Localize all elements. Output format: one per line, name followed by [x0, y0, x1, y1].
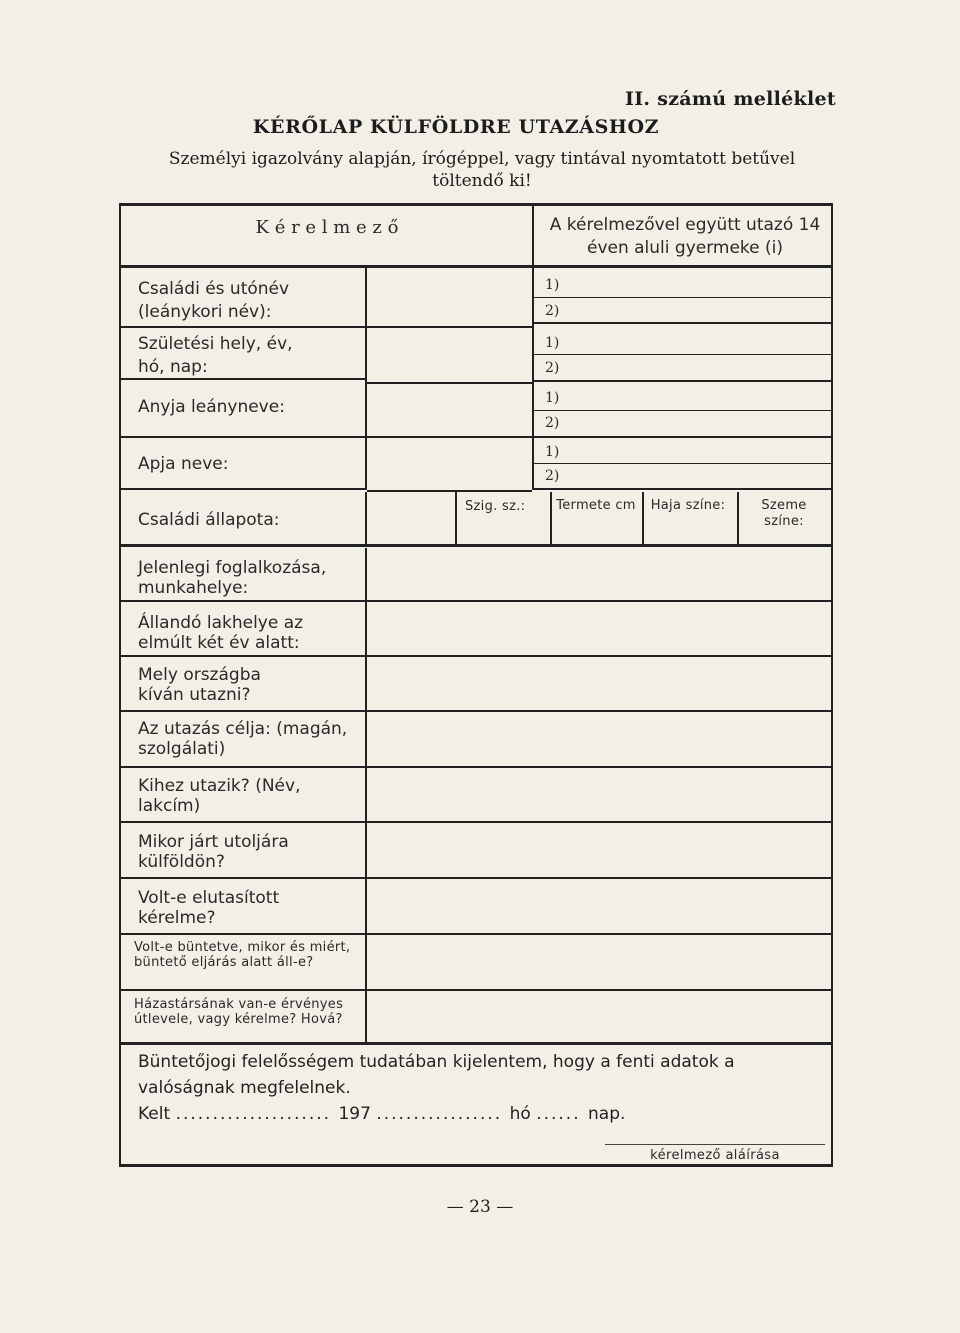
kelt-label: Kelt [138, 1104, 171, 1124]
frame-bottom [119, 1164, 833, 1167]
applicant-heading: K é r e l m e z ő [255, 217, 399, 238]
year-label: 197 [338, 1104, 371, 1124]
header-divider [532, 205, 534, 267]
annex-label: II. számú melléklet [625, 88, 836, 110]
label-spouse-passport: Házastársának van-e érvényes útlevele, vagy kérelme? Hová? [134, 997, 344, 1027]
form-instructions: Személyi igazolvány alapján, írógéppel, vagy tintával nyomtatott betűvel töltendő ki! [168, 149, 796, 191]
label-destination: Mely országba kíván utazni? [138, 665, 261, 705]
label-visiting: Kihez utazik? (Név, lakcím) [138, 776, 301, 816]
page-number: — 23 — [446, 1197, 514, 1217]
frame-right [831, 203, 833, 1166]
label-convicted: Volt-e büntetve, mikor és miért, büntető eljárás alatt áll-e? [134, 940, 351, 970]
label-birth: Születési hely, év, hó, nap: [138, 334, 293, 377]
child-mark-1a: 1) [545, 277, 560, 293]
label-divider-upper [365, 268, 367, 490]
child-divider [532, 268, 534, 490]
child-mark-2b: 2) [545, 360, 560, 376]
label-hair: Haja színe: [650, 498, 726, 513]
label-eyes: Szeme színe: [761, 498, 807, 529]
children-heading: A kérelmezővel együtt utazó 14 éven aluli gyermeke (i) [549, 215, 821, 258]
header-bottom-line [121, 265, 833, 268]
signature-label: kérelmező aláírása [605, 1144, 825, 1163]
child-mark-1d: 1) [545, 444, 560, 460]
child-mark-2a: 2) [545, 303, 560, 319]
label-rejected: Volt-e elutasított kérelme? [138, 888, 280, 928]
child-mark-1c: 1) [545, 390, 560, 406]
label-father: Apja neve: [138, 454, 229, 474]
label-occupation: Jelenlegi foglalkozása, munkahelye: [138, 558, 327, 598]
label-name: Családi és utónév (leánykori név): [138, 279, 290, 322]
child-mark-2d: 2) [545, 468, 560, 484]
frame-left [119, 203, 121, 1166]
child-mark-1b: 1) [545, 335, 560, 351]
label-divider-lower [365, 548, 367, 1043]
label-purpose: Az utazás célja: (magán, szolgálati) [138, 719, 348, 759]
label-mother: Anyja leányneve: [138, 397, 285, 417]
label-id-number: Szig. sz.: [465, 499, 526, 514]
label-height: Termete cm [556, 498, 636, 513]
child-mark-2c: 2) [545, 415, 560, 431]
form-title: KÉRŐLAP KÜLFÖLDRE UTAZÁSHOZ [252, 116, 660, 138]
label-residence: Állandó lakhelye az elmúlt két év alatt: [138, 613, 304, 653]
date-line: Kelt ..................... 197 ................. hó ...... nap. [138, 1104, 626, 1124]
label-marital-status: Családi állapota: [138, 510, 280, 530]
label-last-abroad: Mikor járt utoljára külföldön? [138, 832, 289, 872]
declaration-text: Büntetőjogi felelősségem tudatában kijelentem, hogy a fenti adatok a valóságnak megfelelnek. [138, 1052, 735, 1098]
month-label: hó [509, 1104, 531, 1124]
day-label: nap. [588, 1104, 626, 1124]
